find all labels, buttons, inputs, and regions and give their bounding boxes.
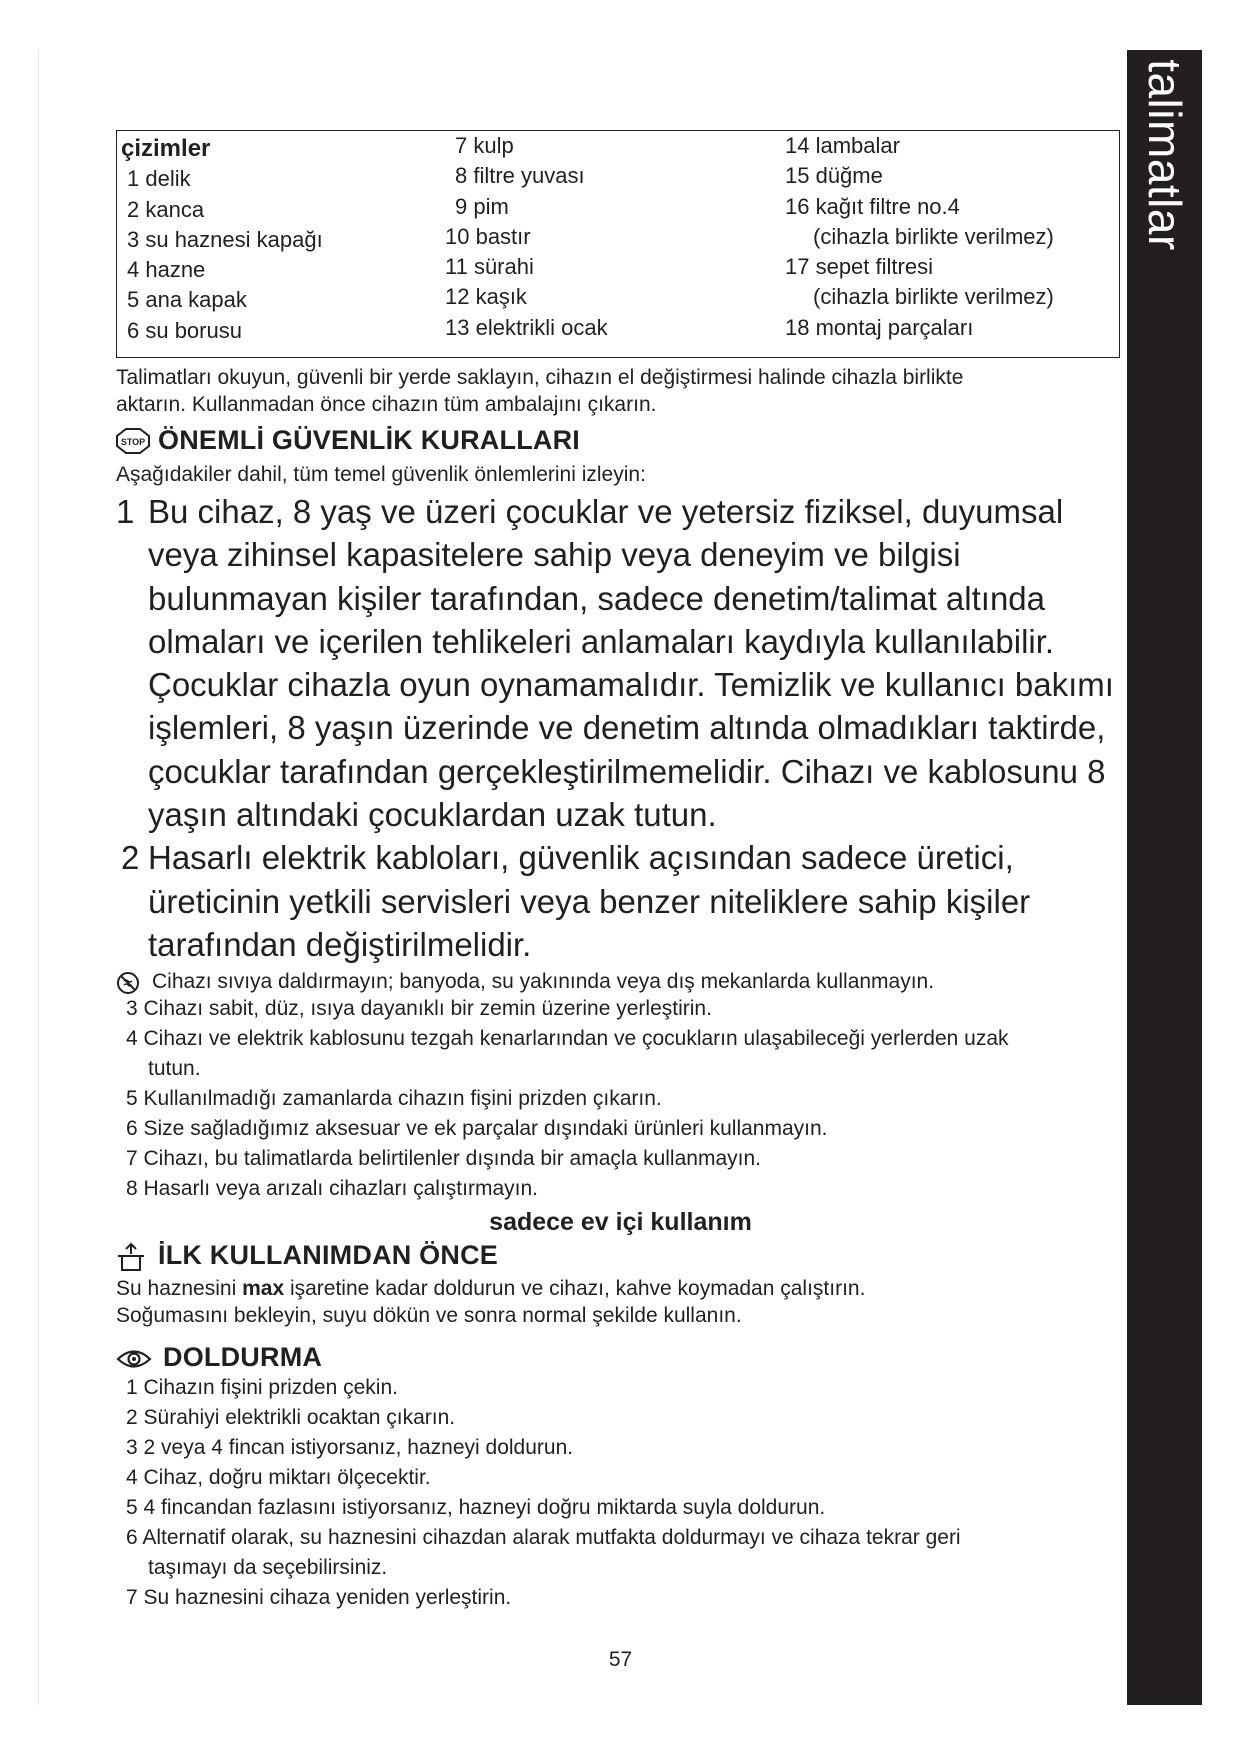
safety-item-8: 8 Hasarlı veya arızalı cihazları çalıştırmayın. (126, 1177, 538, 1200)
safety-item-7: 7 Cihazı, bu talimatlarda belirtilenler dışında bir amaçla kullanmayın. (126, 1147, 761, 1170)
filling-item: 2 Sürahiyi elektrikli ocaktan çıkarın. (126, 1406, 456, 1429)
filling-list (116, 1373, 961, 1613)
parts-item: 2 kanca (127, 196, 205, 222)
parts-item: 12 kaşık (445, 284, 527, 310)
safety-heading: ÖNEMLİ GÜVENLİK KURALLARI (158, 425, 580, 455)
page-margin-line (38, 50, 39, 1705)
parts-item: 9 pim (455, 193, 509, 219)
safety-item-1-line: yaşın altındaki çocuklardan uzak tutun. (148, 796, 717, 834)
parts-item: 1 delik (127, 166, 191, 192)
filling-item: 5 4 fincandan fazlasını istiyorsanız, hazneyi doğru miktarda suyla doldurun. (126, 1496, 826, 1519)
safety-item-number: 1 (116, 493, 135, 530)
filling-item: 6 Alternatif olarak, su haznesini cihazdan alarak mutfakta doldurmayı ve cihaza tekrar geri (126, 1526, 961, 1549)
parts-item: 15 düğme (785, 163, 883, 189)
safety-item-4: 4 Cihazı ve elektrik kablosunu tezgah kenarlarından ve çocukların ulaşabileceği yerlerden uzak (126, 1027, 1009, 1050)
safety-subtitle: Aşağıdakiler dahil, tüm temel güvenlik önlemlerini izleyin: (116, 463, 646, 486)
safety-item-1-line: bulunmayan kişiler tarafından, sadece denetim/talimat altında (148, 579, 1046, 617)
safety-list (116, 994, 1009, 1204)
parts-item: 10 bastır (445, 223, 531, 249)
section-tab-label: talimatlar (1138, 59, 1191, 251)
safety-item-4-cont: tutun. (148, 1057, 201, 1080)
filling-item-cont: taşımayı da seçebilirsiniz. (148, 1556, 388, 1579)
safety-item-2: 2 Hasarlı elektrik kabloları, güvenlik açısından sadece üretici, (116, 836, 1114, 879)
parts-item: 3 su haznesi kapağı (127, 226, 323, 252)
filling-item: 4 Cihaz, doğru miktarı ölçecektir. (126, 1466, 431, 1489)
stop-icon (116, 428, 150, 454)
section-side-tab (1127, 50, 1202, 1705)
first-use-heading: İLK KULLANIMDAN ÖNCE (158, 1240, 498, 1270)
parts-item: 18 montaj parçaları (785, 314, 974, 340)
parts-item: 14 lambalar (785, 133, 900, 158)
parts-title: çizimler (121, 135, 211, 162)
parts-item: 5 ana kapak (127, 287, 247, 313)
safety-item-2-line: üreticinin yetkili servisleri veya benzer niteliklere sahip kişiler (148, 882, 1031, 920)
parts-item: 6 su borusu (127, 317, 242, 343)
no-water-icon (116, 971, 140, 995)
parts-item: 17 sepet filtresi (785, 254, 933, 280)
no-immersion-warning: Cihazı sıvıya daldırmayın; banyoda, su yakınında veya dış mekanlarda kullanmayın. (152, 970, 935, 993)
filling-heading: DOLDURMA (163, 1342, 323, 1372)
safety-item-1-line: Çocuklar cihazla oyun oynamamalıdır. Temizlik ve kullanıcı bakımı (148, 666, 1114, 704)
first-use-line-1: Su haznesini max işaretine kadar doldurun ve cihazı, kahve koymadan çalıştırın. (116, 1277, 866, 1300)
safety-item-5: 5 Kullanılmadığı zamanlarda cihazın fişini prizden çıkarın. (126, 1087, 662, 1110)
safety-item-1-line: çocuklar tarafından gerçekleştirilmemelidir. Cihazı ve kablosunu 8 (148, 752, 1106, 790)
safety-item-6: 6 Size sağladığımız aksesuar ve ek parçalar dışındaki ürünleri kullanmayın. (126, 1117, 828, 1140)
parts-item: 11 sürahi (445, 254, 534, 280)
parts-item: 13 elektrikli ocak (445, 314, 608, 340)
filling-item: 3 2 veya 4 fincan istiyorsanız, hazneyi doldurun. (126, 1436, 574, 1459)
parts-item-note: (cihazla birlikte verilmez) (813, 223, 1054, 249)
unpack-box-icon (116, 1242, 146, 1272)
safety-item-1-line: olmaları ve içerilen tehlikeleri anlamaları kaydıyla kullanılabilir. (148, 622, 1055, 660)
first-use-line-2: Soğumasını bekleyin, suyu dökün ve sonra normal şekilde kullanın. (116, 1304, 742, 1327)
parts-column-3 (785, 131, 1054, 343)
safety-item-1-line: işlemleri, 8 yaşın üzerinde ve denetim altında olmadıkları taktirde, (148, 709, 1106, 747)
safety-item-number: 2 (121, 839, 140, 877)
parts-item: 16 kağıt filtre no.4 (785, 193, 960, 219)
parts-item: 8 filtre yuvası (455, 163, 585, 189)
filling-item: 7 Su haznesini cihaza yeniden yerleştirin. (126, 1586, 512, 1609)
household-use-note: sadece ev içi kullanım (489, 1208, 752, 1236)
parts-item: 7 kulp (455, 133, 514, 158)
stop-icon-label: STOP (120, 437, 146, 447)
parts-column-2 (445, 131, 608, 343)
safety-key-items (116, 490, 1114, 966)
safety-item-3: 3 Cihazı sabit, düz, ısıya dayanıklı bir zemin üzerine yerleştirin. (126, 997, 712, 1020)
parts-item: 4 hazne (127, 257, 206, 283)
parts-item-note: (cihazla birlikte verilmez) (813, 284, 1054, 310)
parts-list-box (116, 130, 1120, 358)
safety-item-1-line: veya zihinsel kapasitelere sahip veya deneyim ve bilgisi (148, 536, 961, 574)
page-number: 57 (608, 1648, 633, 1671)
eye-icon (116, 1348, 152, 1370)
parts-column-1 (121, 134, 323, 346)
intro-line-1: Talimatları okuyun, güvenli bir yerde saklayın, cihazın el değiştirmesi halinde cihazla birlikte (116, 366, 964, 389)
intro-line-2: aktarın. Kullanmadan önce cihazın tüm ambalajını çıkarın. (116, 393, 657, 416)
safety-item-1: 1 Bu cihaz, 8 yaş ve üzeri çocuklar ve yetersiz fiziksel, duyumsal (116, 490, 1114, 533)
safety-item-2-line: tarafından değiştirilmelidir. (148, 925, 532, 963)
filling-item: 1 Cihazın fişini prizden çekin. (126, 1376, 398, 1399)
